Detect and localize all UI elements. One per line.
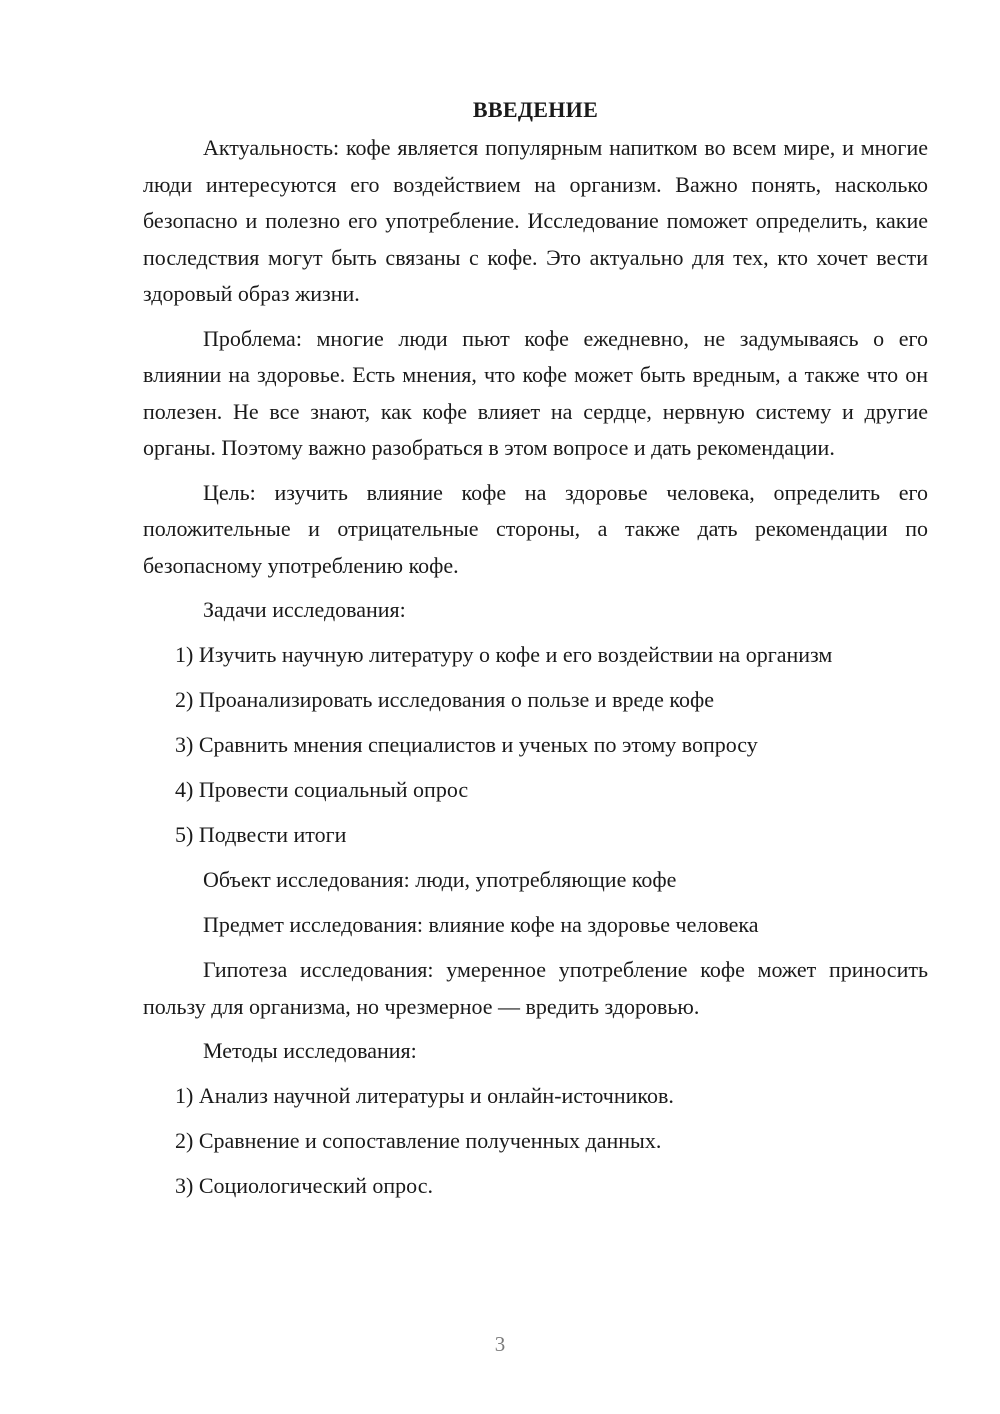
- subject-line: Предмет исследования: влияние кофе на здоровье человека: [203, 912, 759, 937]
- goal-paragraph: Цель: изучить влияние кофе на здоровье человека, определить его положительные и отрицательные стороны, а также дать рекомендации по безопасному употреблению кофе.: [143, 479, 928, 578]
- methods-heading: Методы исследования:: [203, 1038, 417, 1063]
- tasks-heading: Задачи исследования:: [203, 597, 406, 622]
- document-page: [143, 92, 928, 1213]
- list-item: 1) Изучить научную литературу о кофе и его воздействии на организм: [175, 642, 833, 667]
- page-title: ВВЕДЕНИЕ: [472, 97, 599, 122]
- page-number: 3: [494, 1332, 506, 1356]
- tasks-list: [143, 637, 928, 853]
- list-item: 4) Провести социальный опрос: [175, 777, 469, 802]
- list-item: 2) Сравнение и сопоставление полученных данных.: [175, 1128, 662, 1153]
- hypothesis-paragraph: Гипотеза исследования: умеренное употребление кофе может приносить пользу для организма, но чрезмерное — вредить здоровью.: [143, 957, 928, 1019]
- list-item: 3) Социологический опрос.: [175, 1173, 433, 1198]
- list-item: 5) Подвести итоги: [175, 822, 347, 847]
- list-item: 3) Сравнить мнения специалистов и ученых по этому вопросу: [175, 732, 758, 757]
- list-item: 2) Проанализировать исследования о пользе и вреде кофе: [175, 687, 714, 712]
- relevance-paragraph: Актуальность: кофе является популярным напитком во всем мире, и многие люди интересуются его воздействием на организм. Важно понять, насколько безопасно и полезно его употребление. Исследование поможет определить, какие последствия могут быть связаны с кофе. Это актуально для тех, кто хочет вести здоровый образ жизни.: [143, 135, 928, 306]
- problem-paragraph: Проблема: многие люди пьют кофе ежедневно, не задумываясь о его влиянии на здоровье. Есть мнения, что кофе может быть вредным, а также что он полезен. Не все знают, как кофе влияет на сердце, нервную систему и другие органы. Поэтому важно разобраться в этом вопросе и дать рекомендации.: [143, 325, 928, 460]
- list-item: 1) Анализ научной литературы и онлайн-источников.: [175, 1083, 674, 1108]
- methods-list: [143, 1078, 928, 1204]
- object-line: Объект исследования: люди, употребляющие кофе: [203, 867, 677, 892]
